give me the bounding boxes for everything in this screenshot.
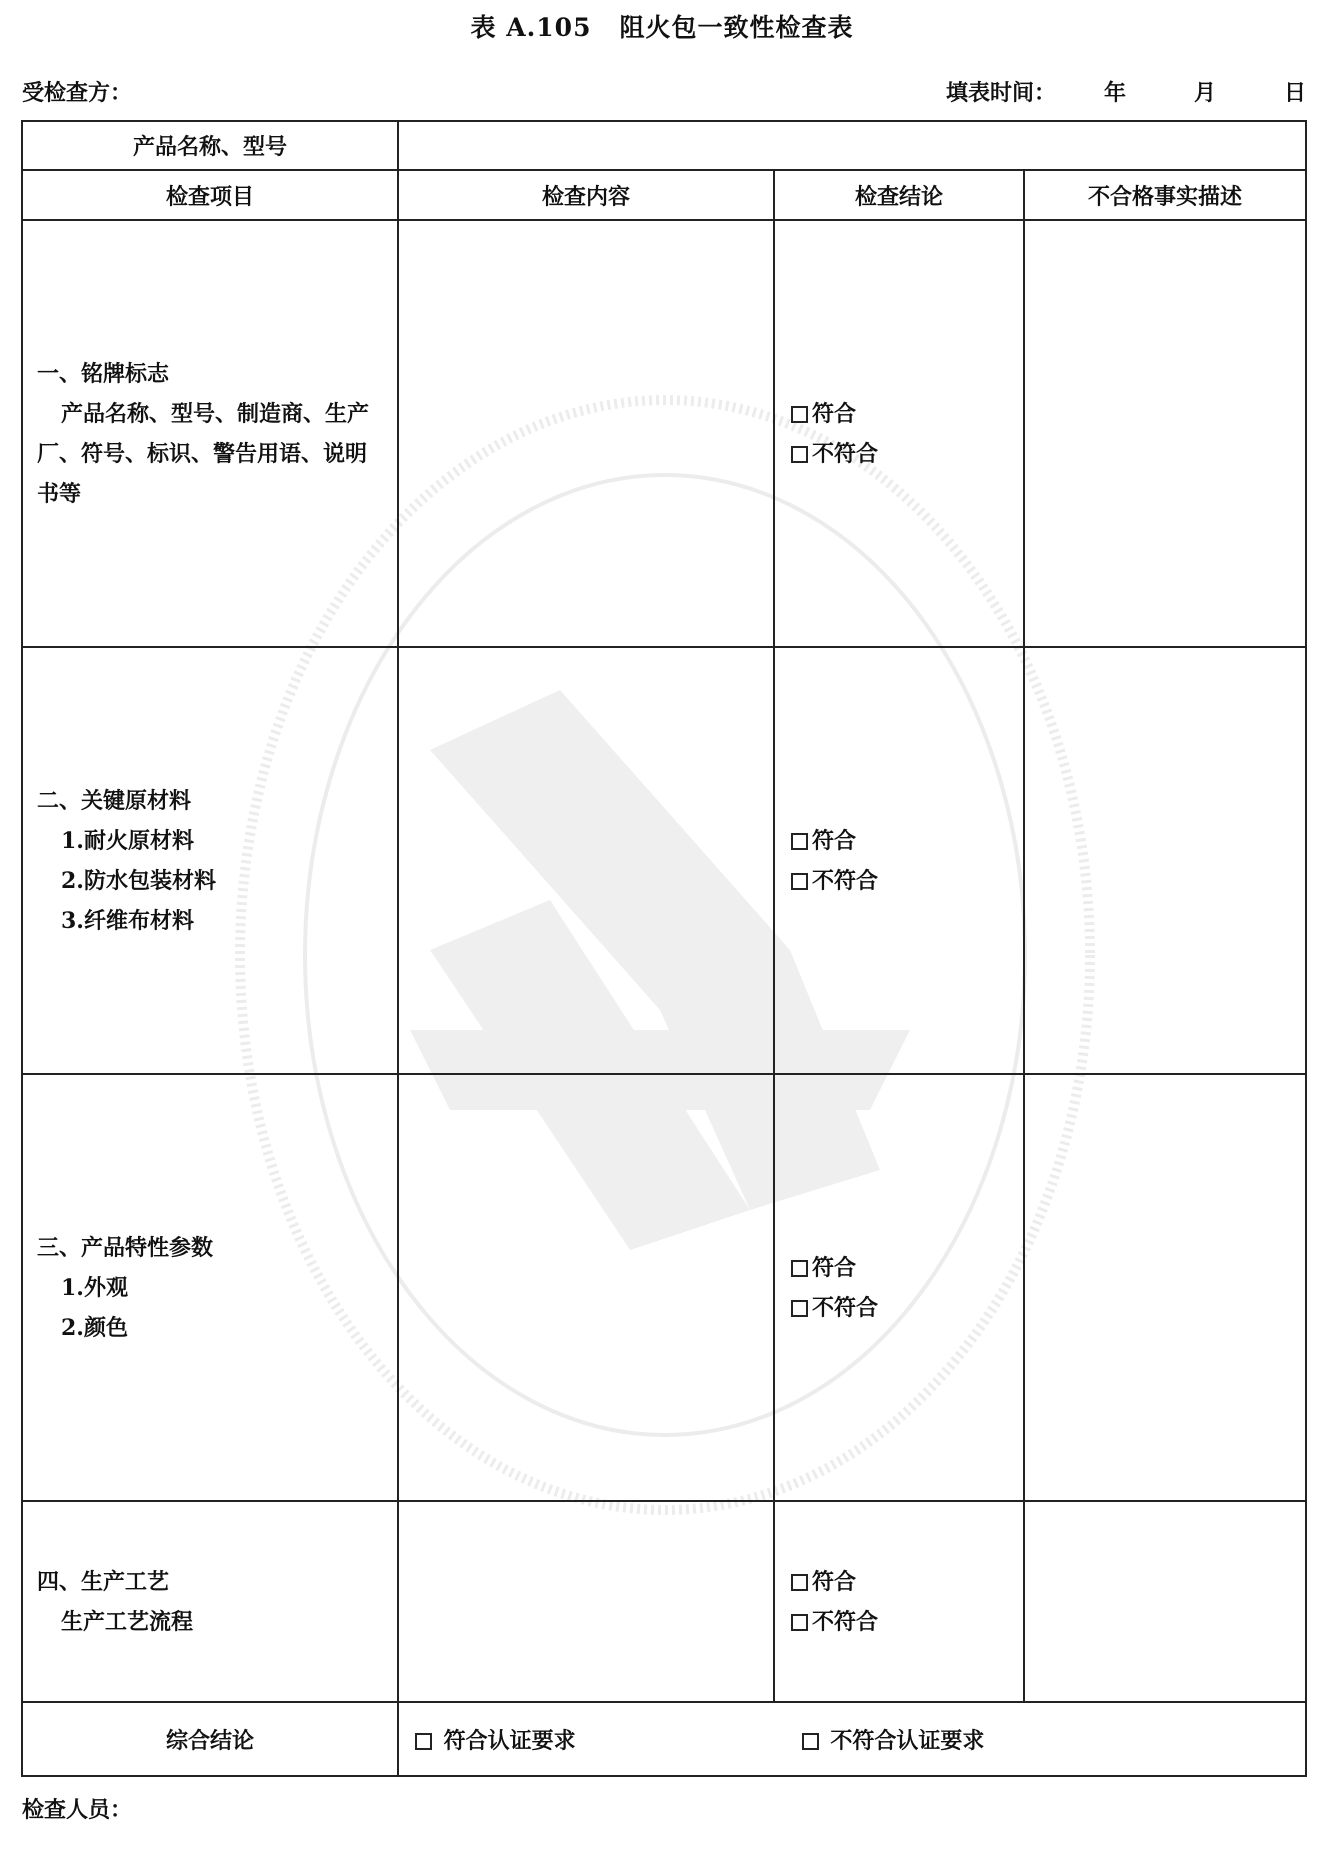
header-item: 检查项目 <box>22 170 398 220</box>
checkbox-icon[interactable] <box>791 873 808 890</box>
item-sub: 3.纤维布材料 <box>61 907 194 934</box>
fill-time-field <box>946 76 1306 107</box>
header-conclusion: 检查结论 <box>774 170 1024 220</box>
content-cell[interactable] <box>398 1074 774 1501</box>
inspection-table <box>21 120 1307 1777</box>
item-sub: 2.防水包装材料 <box>61 867 216 894</box>
month-label: 月 <box>1193 80 1216 106</box>
nonconformity-description-cell[interactable] <box>1024 220 1306 647</box>
checkbox-icon[interactable] <box>791 1614 808 1631</box>
summary-nonconform-option[interactable]: 不符合认证要求 <box>802 1724 985 1755</box>
summary-label: 综合结论 <box>22 1702 398 1776</box>
table-row <box>22 1074 1306 1501</box>
conclusion-cell <box>774 220 1024 647</box>
item-cell <box>22 1501 398 1702</box>
content-cell[interactable] <box>398 1501 774 1702</box>
item-sub: 2.颜色 <box>61 1314 128 1341</box>
conform-option[interactable]: 符合 <box>791 821 1023 861</box>
page-title: 表 A.105 阻火包一致性检查表 <box>470 13 854 42</box>
summary-row <box>22 1702 1306 1776</box>
nonconformity-description-cell[interactable] <box>1024 647 1306 1074</box>
item-heading: 二、关键原材料 <box>37 787 192 814</box>
header-content: 检查内容 <box>398 170 774 220</box>
product-name-label: 产品名称、型号 <box>22 121 398 170</box>
content-cell[interactable] <box>398 220 774 647</box>
nonconform-option[interactable]: 不符合 <box>791 1602 1023 1642</box>
item-sub: 生产工艺流程 <box>61 1608 194 1635</box>
checkbox-icon[interactable] <box>791 833 808 850</box>
header-row <box>22 170 1306 220</box>
item-heading: 三、产品特性参数 <box>37 1234 214 1261</box>
item-heading: 一、铭牌标志 <box>37 360 170 387</box>
checkbox-icon[interactable] <box>791 406 808 423</box>
checkbox-icon[interactable] <box>791 446 808 463</box>
item-heading: 四、生产工艺 <box>37 1568 170 1595</box>
nonconform-option[interactable]: 不符合 <box>791 434 1023 474</box>
item-content-line: 书等 <box>37 480 82 507</box>
year-label: 年 <box>1103 80 1126 106</box>
item-cell <box>22 647 398 1074</box>
fill-time-label: 填表时间： <box>945 80 1056 106</box>
conform-option[interactable]: 符合 <box>791 1248 1023 1288</box>
conclusion-cell <box>774 1501 1024 1702</box>
item-sub: 1.耐火原材料 <box>61 827 194 854</box>
checkbox-icon[interactable] <box>791 1260 808 1277</box>
table-row <box>22 1501 1306 1702</box>
checkbox-icon[interactable] <box>802 1733 819 1750</box>
conclusion-cell <box>774 1074 1024 1501</box>
item-cell <box>22 1074 398 1501</box>
summary-options <box>398 1702 1306 1776</box>
summary-conform-option[interactable]: 符合认证要求 <box>415 1724 576 1755</box>
checkbox-icon[interactable] <box>415 1733 432 1750</box>
day-label: 日 <box>1283 80 1306 106</box>
conclusion-cell <box>774 647 1024 1074</box>
checkbox-icon[interactable] <box>791 1300 808 1317</box>
item-sub: 1.外观 <box>61 1274 128 1301</box>
conform-option[interactable]: 符合 <box>791 394 1023 434</box>
header-nonconformity: 不合格事实描述 <box>1024 170 1306 220</box>
nonconformity-description-cell[interactable] <box>1024 1501 1306 1702</box>
checkbox-icon[interactable] <box>791 1574 808 1591</box>
conform-option[interactable]: 符合 <box>791 1562 1023 1602</box>
table-row <box>22 220 1306 647</box>
inspected-party-label: 受检查方： <box>22 80 133 106</box>
content-cell[interactable] <box>398 647 774 1074</box>
item-cell <box>22 220 398 647</box>
nonconformity-description-cell[interactable] <box>1024 1074 1306 1501</box>
item-content-line: 厂、符号、标识、警告用语、说明 <box>37 440 368 467</box>
item-content-line: 产品名称、型号、制造商、生产 <box>61 400 370 427</box>
nonconform-option[interactable]: 不符合 <box>791 861 1023 901</box>
nonconform-option[interactable]: 不符合 <box>791 1288 1023 1328</box>
inspector-label: 检查人员： <box>22 1797 133 1823</box>
table-row <box>22 647 1306 1074</box>
product-name-row <box>22 121 1306 170</box>
product-name-input[interactable] <box>398 121 1306 170</box>
